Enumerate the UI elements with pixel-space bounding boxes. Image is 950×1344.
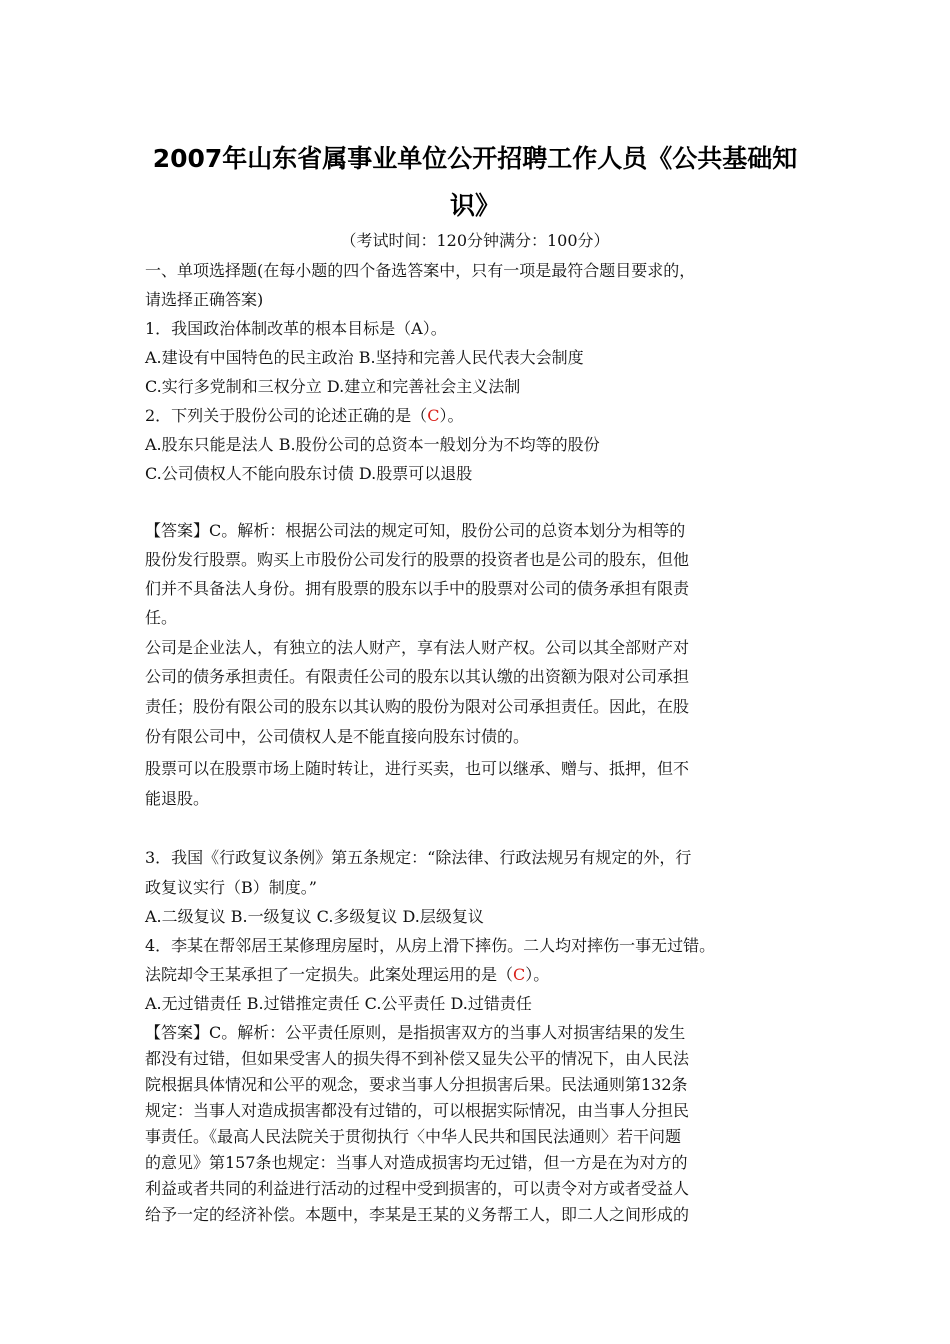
document-title: 2007年山东省属事业单位公开招聘工作人员《公共基础知: [152, 144, 798, 173]
question-2-answer: C: [427, 406, 440, 425]
question-4-stem-end: ）。: [525, 965, 550, 984]
question-2-explanation-line: 们并不具备法人身份。拥有股票的股东以手中的股票对公司的债务承担有限责: [145, 579, 690, 598]
exam-info: （考试时间：120分钟满分：100分）: [340, 231, 610, 250]
question-2-options: A.股东只能是法人 B.股份公司的总资本一般划分为不均等的股份: [145, 435, 600, 454]
question-1-options: C.实行多党制和三权分立 D.建立和完善社会主义法制: [145, 377, 521, 396]
section-heading-continued: 请选择正确答案): [145, 290, 264, 309]
question-4-stem-text: 法院却令王某承担了一定损失。此案处理运用的是（: [145, 965, 514, 984]
question-4-explanation-line: 都没有过错，但如果受害人的损失得不到补偿又显失公平的情况下，由人民法: [145, 1049, 690, 1068]
question-2-stem-end: ）。: [439, 406, 464, 425]
question-4-explanation-line: 规定：当事人对造成损害都没有过错的，可以根据实际情况，由当事人分担民: [145, 1101, 690, 1120]
question-2-stem-text: 2．下列关于股份公司的论述正确的是（: [145, 406, 428, 425]
question-4-explanation-line: 事责任。《最高人民法院关于贯彻执行〈中华人民共和国民法通则〉若干问题: [145, 1127, 682, 1146]
question-4-explanation-line: 【答案】C。解析：公平责任原则，是指损害双方的当事人对损害结果的发生: [145, 1023, 686, 1042]
question-4-stem: 4．李某在帮邻居王某修理房屋时，从房上滑下摔伤。二人均对摔伤一事无过错。: [145, 936, 716, 955]
question-2-explanation-line: 【答案】C。解析：根据公司法的规定可知，股份公司的总资本划分为相等的: [145, 521, 686, 540]
question-3-stem-continued: 政复议实行（B）制度。”: [145, 878, 317, 897]
question-2-explanation-line: 责任；股份有限公司的股东以其认购的股份为限对公司承担责任。因此，在股: [145, 697, 690, 716]
question-4-stem-continued: [145, 962, 549, 985]
question-1-stem: 1．我国政治体制改革的根本目标是（A）。: [145, 319, 447, 338]
section-heading: 一、单项选择题(在每小题的四个备选答案中，只有一项是最符合题目要求的，: [145, 261, 696, 280]
question-2-explanation-line: 份有限公司中，公司债权人是不能直接向股东讨债的。: [145, 727, 530, 746]
question-4-explanation-line: 利益或者共同的利益进行活动的过程中受到损害的，可以责令对方或者受益人: [145, 1179, 690, 1198]
question-4-answer: C: [513, 965, 526, 984]
question-1-options: A.建设有中国特色的民主政治 B.坚持和完善人民代表大会制度: [145, 348, 584, 367]
question-3-stem: 3．我国《行政复议条例》第五条规定：“除法律、行政法规另有规定的外，行: [145, 848, 692, 867]
question-2-explanation-line: 任。: [145, 608, 178, 627]
question-4-explanation-line: 院根据具体情况和公平的观念，要求当事人分担损害后果。民法通则第132条: [145, 1075, 688, 1094]
question-2-stem: [145, 403, 463, 426]
document-title-continued: 识》: [449, 191, 500, 220]
question-2-explanation-line: 公司是企业法人，有独立的法人财产，享有法人财产权。公司以其全部财产对: [145, 638, 690, 657]
question-2-options: C.公司债权人不能向股东讨债 D.股票可以退股: [145, 464, 473, 483]
question-2-explanation-line: 股份发行股票。购买上市股份公司发行的股票的投资者也是公司的股东，但他: [145, 550, 690, 569]
question-2-explanation-line: 能退股。: [145, 789, 210, 808]
question-2-explanation-line: 股票可以在股票市场上随时转让，进行买卖，也可以继承、赠与、抵押，但不: [145, 759, 690, 778]
question-3-options: A.二级复议 B.一级复议 C.多级复议 D.层级复议: [145, 907, 484, 926]
question-4-explanation-line: 的意见》第157条也规定：当事人对造成损害均无过错，但一方是在为对方的: [145, 1153, 688, 1172]
question-4-explanation-line: 给予一定的经济补偿。本题中，李某是王某的义务帮工人，即二人之间形成的: [145, 1205, 690, 1224]
question-2-explanation-line: 公司的债务承担责任。有限责任公司的股东以其认缴的出资额为限对公司承担: [145, 667, 690, 686]
question-4-options: A.无过错责任 B.过错推定责任 C.公平责任 D.过错责任: [145, 994, 532, 1013]
